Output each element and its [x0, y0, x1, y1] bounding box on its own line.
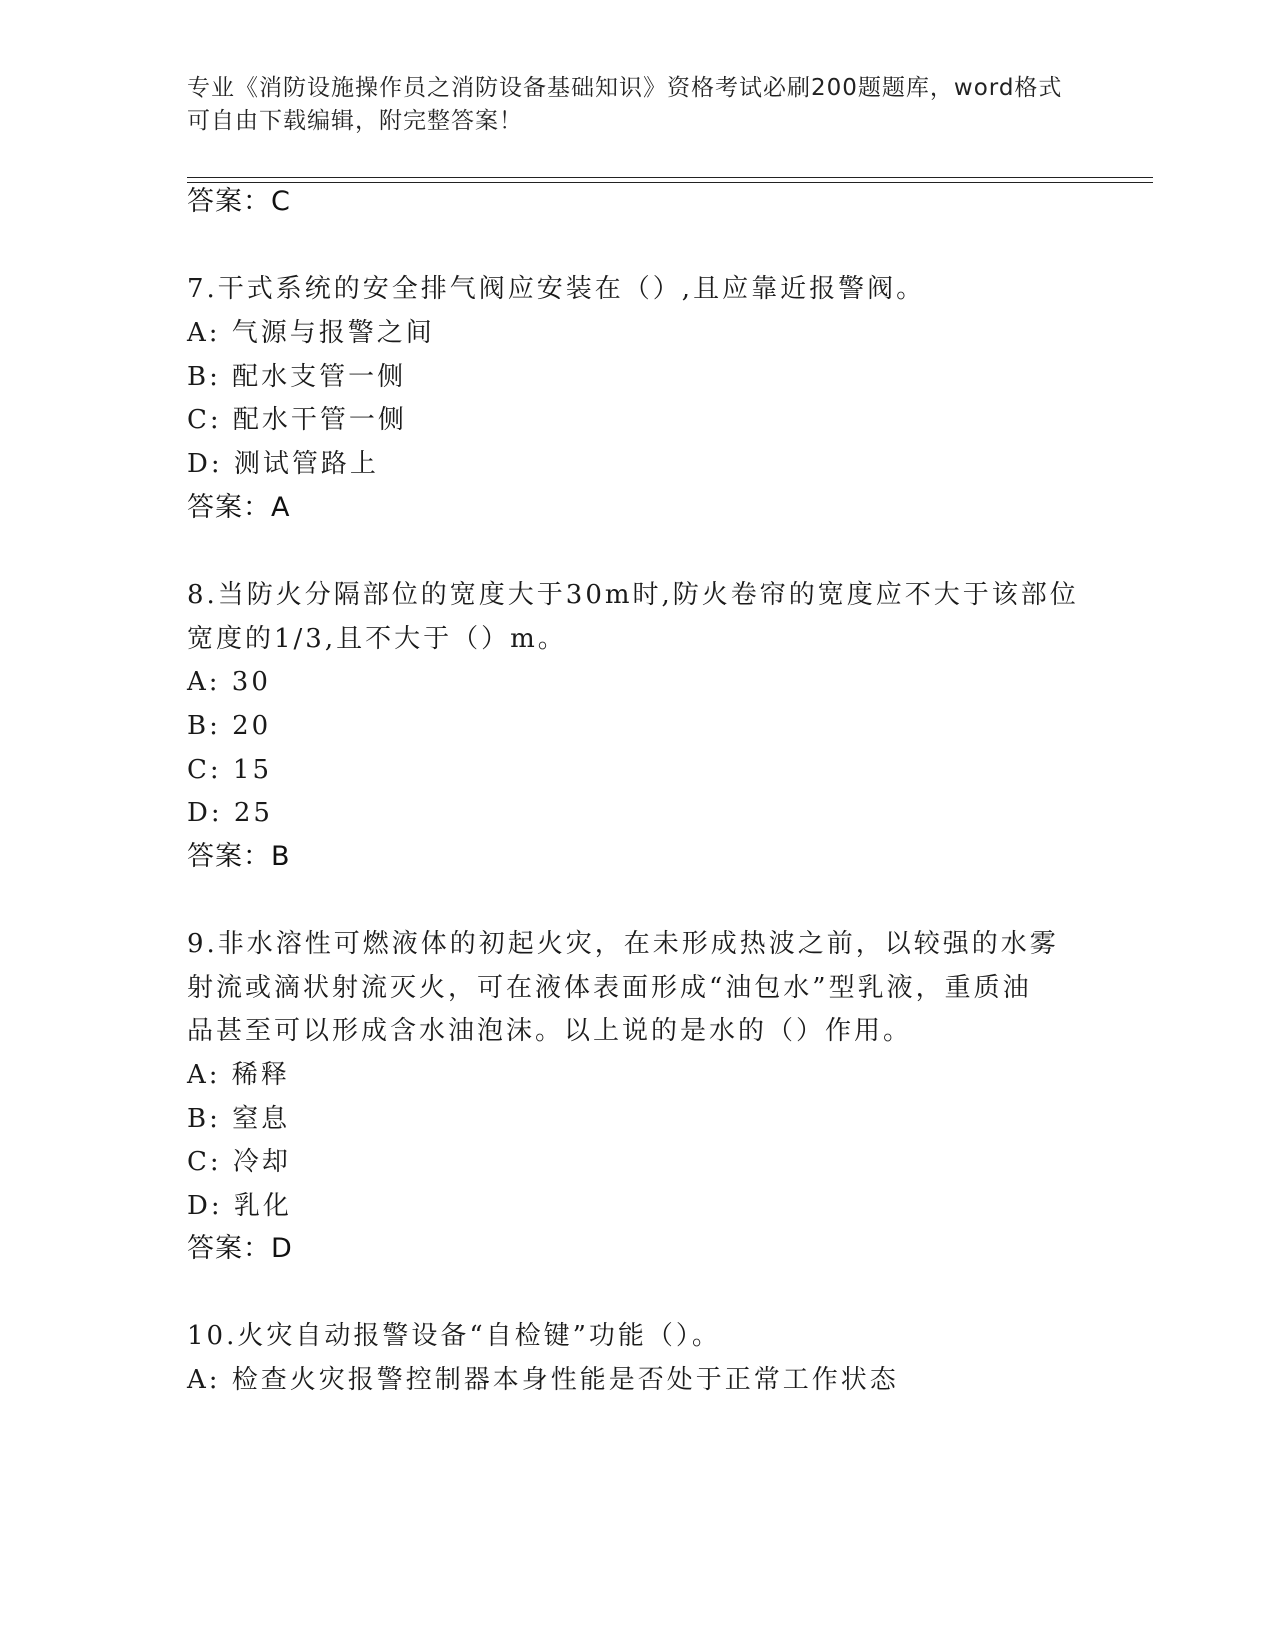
question-9-stem-line-1: 9.非水溶性可燃液体的初起火灾，在未形成热波之前，以较强的水雾	[187, 929, 1059, 959]
question-9-option-d: D: 乳化	[187, 1191, 292, 1221]
header-rule-top	[187, 177, 1153, 178]
question-9-stem-line-2: 射流或滴状射流灭火，可在液体表面形成“油包水”型乳液，重质油	[187, 973, 1032, 1003]
question-7-stem: 7.干式系统的安全排气阀应安装在（）,且应靠近报警阀。	[187, 274, 926, 304]
question-9-option-a: A: 稀释	[187, 1060, 290, 1090]
answer-6: 答案：C	[187, 186, 291, 217]
question-8-stem-line-2: 宽度的1/3,且不大于（）m。	[187, 624, 567, 654]
header-rule-bottom	[187, 182, 1153, 183]
question-8-stem-line-1: 8.当防火分隔部位的宽度大于30m时,防火卷帘的宽度应不大于该部位	[187, 580, 1079, 610]
question-9-option-c: C: 冷却	[187, 1147, 291, 1177]
answer-9: 答案：D	[187, 1233, 293, 1264]
question-8-option-c: C: 15	[187, 755, 273, 785]
question-8-option-a: A: 30	[187, 667, 271, 697]
question-8-option-b: B: 20	[187, 711, 272, 741]
question-7-option-d: D: 测试管路上	[187, 449, 379, 479]
question-10-option-a: A: 检查火灾报警控制器本身性能是否处于正常工作状态	[187, 1365, 899, 1395]
question-7-option-a: A: 气源与报警之间	[187, 318, 435, 348]
document-header: 专业《消防设施操作员之消防设备基础知识》资格考试必刷200题题库，word格式可自由下载编辑，附完整答案！	[187, 75, 1063, 134]
answer-8: 答案：B	[187, 841, 291, 872]
answer-7: 答案：A	[187, 492, 291, 523]
question-9-stem-line-3: 品甚至可以形成含水油泡沫。以上说的是水的（）作用。	[187, 1016, 913, 1046]
question-8-option-d: D: 25	[187, 798, 273, 828]
question-7-option-b: B: 配水支管一侧	[187, 362, 407, 392]
question-10-stem: 10.火灾自动报警设备“自检键”功能（）。	[187, 1321, 721, 1351]
question-7-option-c: C: 配水干管一侧	[187, 405, 407, 435]
question-9-option-b: B: 窒息	[187, 1104, 291, 1134]
